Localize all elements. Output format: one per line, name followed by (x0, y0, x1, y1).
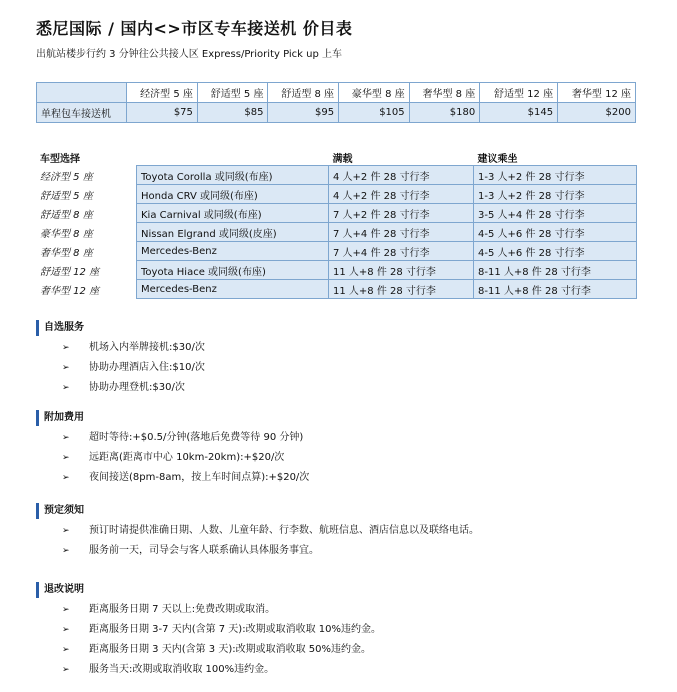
price-cell: $180 (409, 103, 480, 123)
car-type-cell: 豪华型 8 座 (40, 228, 93, 240)
car-table-body (36, 166, 637, 299)
price-cell: $85 (197, 103, 268, 123)
price-header-cell: 舒适型 8 座 (268, 83, 339, 103)
table-row (36, 204, 637, 223)
car-model-cell: Mercedes-Benz (137, 280, 329, 299)
section-optional-services (36, 320, 656, 398)
table-row (36, 242, 637, 261)
list-item (36, 338, 656, 358)
section-title: 预定须知 (36, 503, 656, 519)
car-header-cell: 满载 (332, 154, 353, 165)
list-item-text: 协助办理酒店入住:$10/次 (89, 362, 205, 373)
list-item-text: 夜间接送(8pm-8am，按上车时间点算):+$20/次 (89, 472, 310, 483)
arrow-bullet-icon: ➢ (62, 546, 70, 556)
car-suggest-cell: 8-11 人+8 件 28 寸行李 (474, 280, 637, 299)
page-subtitle: 出航站楼步行约 3 分钟往公共接人区 Express/Priority Pick up 上车 (36, 49, 343, 60)
price-header-cell: 经济型 5 座 (127, 83, 198, 103)
arrow-bullet-icon: ➢ (62, 343, 70, 353)
page-title: 悉尼国际 / 国内<>市区专车接送机 价目表 (36, 19, 353, 38)
price-cell: $200 (558, 103, 636, 123)
car-table (36, 150, 637, 299)
car-capacity-cell: 7 人+2 件 28 寸行李 (329, 204, 474, 223)
list-item (36, 521, 656, 541)
car-model-cell: Mercedes-Benz (137, 242, 329, 261)
arrow-bullet-icon: ➢ (62, 605, 70, 615)
arrow-bullet-icon: ➢ (62, 433, 70, 443)
list-item-text: 服务当天:改期或取消收取 100%违约金。 (89, 664, 275, 675)
section-extra-fees (36, 410, 656, 488)
car-type-cell: 舒适型 12 座 (40, 266, 100, 278)
list-item (36, 378, 656, 398)
list-item (36, 468, 656, 488)
section-title: 退改说明 (36, 582, 656, 598)
car-capacity-cell: 7 人+4 件 28 寸行李 (329, 223, 474, 242)
car-suggest-cell: 4-5 人+6 件 28 寸行李 (474, 242, 637, 261)
price-cell: $145 (480, 103, 558, 123)
list-item (36, 448, 656, 468)
arrow-bullet-icon: ➢ (62, 645, 70, 655)
list-item (36, 600, 656, 620)
car-type-cell: 奢华型 12 座 (40, 285, 100, 297)
car-header-row (36, 150, 637, 166)
price-header-cell: 舒适型 12 座 (480, 83, 558, 103)
car-model-cell: Toyota Hiace 或同级(布座) (137, 261, 329, 280)
list-item-text: 协助办理登机:$30/次 (89, 382, 185, 393)
car-suggest-cell: 3-5 人+4 件 28 寸行李 (474, 204, 637, 223)
car-capacity-cell: 11 人+8 件 28 寸行李 (329, 261, 474, 280)
car-capacity-cell: 4 人+2 件 28 寸行李 (329, 185, 474, 204)
list-item-text: 服务前一天，司导会与客人联系确认具体服务事宜。 (89, 545, 319, 556)
list-item-text: 距离服务日期 3-7 天内(含第 7 天):改期或取消收取 10%违约金。 (89, 624, 381, 635)
car-suggest-cell: 8-11 人+8 件 28 寸行李 (474, 261, 637, 280)
car-capacity-cell: 7 人+4 件 28 寸行李 (329, 242, 474, 261)
price-header-cell: 奢华型 12 座 (558, 83, 636, 103)
price-cell: $95 (268, 103, 339, 123)
car-type-cell: 舒适型 5 座 (40, 190, 93, 202)
table-row (36, 261, 637, 280)
list-item-text: 距离服务日期 3 天内(含第 3 天):改期或取消收取 50%违约金。 (89, 644, 372, 655)
list-item (36, 620, 656, 640)
price-table (36, 82, 636, 123)
list-item-text: 预订时请提供准确日期、人数、儿童年龄、行李数、航班信息、酒店信息以及联络电话。 (89, 525, 479, 536)
list-item (36, 660, 656, 680)
price-header-row (37, 83, 636, 103)
section-booking-notes (36, 503, 656, 561)
car-type-cell: 舒适型 8 座 (40, 209, 93, 221)
arrow-bullet-icon: ➢ (62, 383, 70, 393)
list-item (36, 358, 656, 378)
arrow-bullet-icon: ➢ (62, 625, 70, 635)
list-item-text: 远距离(距离市中心 10km-20km):+$20/次 (89, 452, 285, 463)
arrow-bullet-icon: ➢ (62, 453, 70, 463)
list-item-text: 机场入内举牌接机:$30/次 (89, 342, 205, 353)
price-cell: $105 (339, 103, 410, 123)
table-row (36, 185, 637, 204)
car-header-cell (137, 150, 329, 166)
price-header-cell: 奢华型 8 座 (409, 83, 480, 103)
car-model-cell: Nissan Elgrand 或同级(皮座) (137, 223, 329, 242)
list-item-text: 超时等待:+$0.5/分钟(落地后免费等待 90 分钟) (89, 432, 304, 443)
table-row (36, 166, 637, 185)
section-refund-policy (36, 582, 656, 680)
list-item (36, 541, 656, 561)
car-header-cell: 车型选择 (40, 154, 80, 166)
car-capacity-cell: 4 人+2 件 28 寸行李 (329, 166, 474, 185)
price-row-label: 单程包车接送机 (37, 103, 127, 123)
car-suggest-cell: 4-5 人+6 件 28 寸行李 (474, 223, 637, 242)
price-header-blank (37, 83, 127, 103)
car-type-cell: 奢华型 8 座 (40, 247, 93, 259)
list-item (36, 428, 656, 448)
car-capacity-cell: 11 人+8 件 28 寸行李 (329, 280, 474, 299)
price-row (37, 103, 636, 123)
car-model-cell: Kia Carnival 或同级(布座) (137, 204, 329, 223)
car-header-cell: 建议乘坐 (477, 154, 518, 165)
arrow-bullet-icon: ➢ (62, 665, 70, 675)
arrow-bullet-icon: ➢ (62, 526, 70, 536)
price-header-cell: 豪华型 8 座 (339, 83, 410, 103)
section-title: 附加费用 (36, 410, 656, 426)
table-row (36, 280, 637, 299)
car-suggest-cell: 1-3 人+2 件 28 寸行李 (474, 185, 637, 204)
price-cell: $75 (127, 103, 198, 123)
section-title: 自选服务 (36, 320, 656, 336)
list-item (36, 640, 656, 660)
price-header-cell: 舒适型 5 座 (197, 83, 268, 103)
arrow-bullet-icon: ➢ (62, 363, 70, 373)
list-item-text: 距离服务日期 7 天以上:免费改期或取消。 (89, 604, 276, 615)
table-row (36, 223, 637, 242)
car-model-cell: Toyota Corolla 或同级(布座) (137, 166, 329, 185)
car-type-cell: 经济型 5 座 (40, 171, 93, 183)
car-suggest-cell: 1-3 人+2 件 28 寸行李 (474, 166, 637, 185)
car-model-cell: Honda CRV 或同级(布座) (137, 185, 329, 204)
arrow-bullet-icon: ➢ (62, 473, 70, 483)
